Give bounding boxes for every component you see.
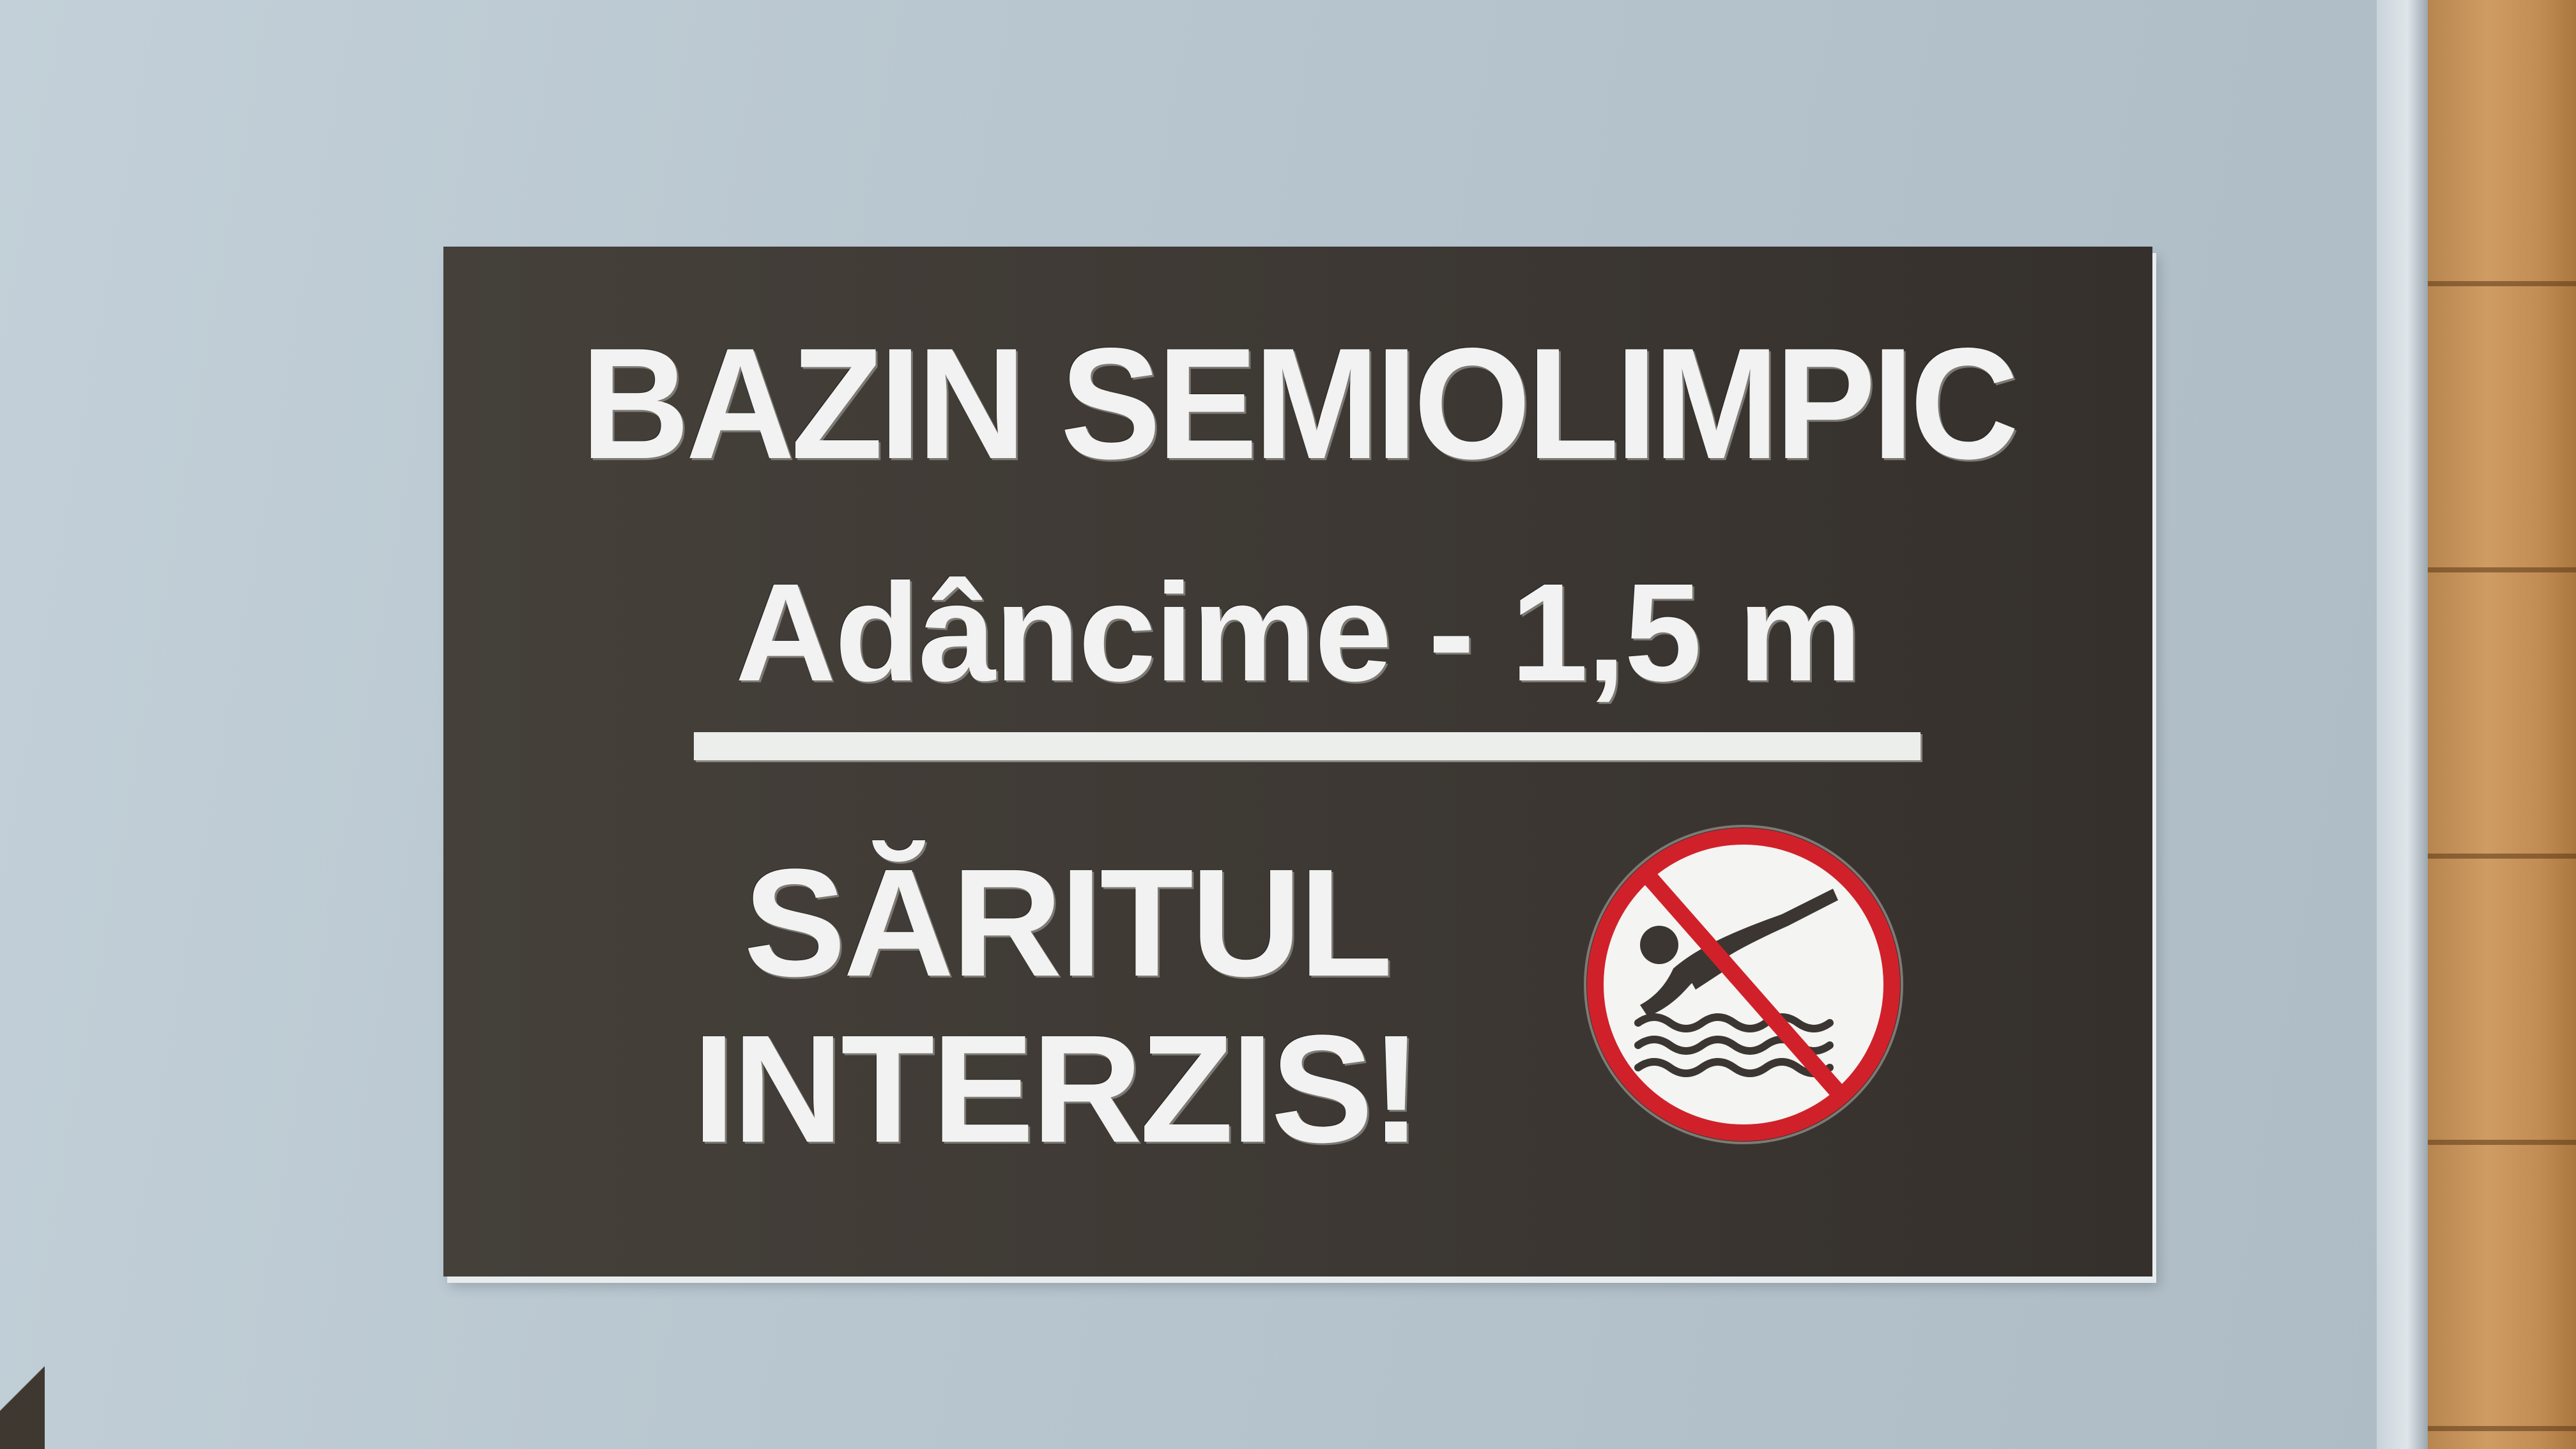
- wooden-floor: [2428, 0, 2576, 1449]
- sign-depth: Adâncime - 1,5 m: [735, 555, 1861, 710]
- no-diving-icon: [1577, 818, 1910, 1151]
- board-edge: [2377, 0, 2428, 1449]
- warning-line-1: SĂRITUL: [744, 837, 1390, 1008]
- warning-line-2: INTERZIS!: [693, 1003, 1420, 1174]
- corner-shadow: [0, 1354, 45, 1449]
- sign-divider: [694, 732, 1920, 760]
- sign-title: BAZIN SEMIOLIMPIC: [581, 315, 2015, 493]
- pool-sign: [443, 247, 2152, 1276]
